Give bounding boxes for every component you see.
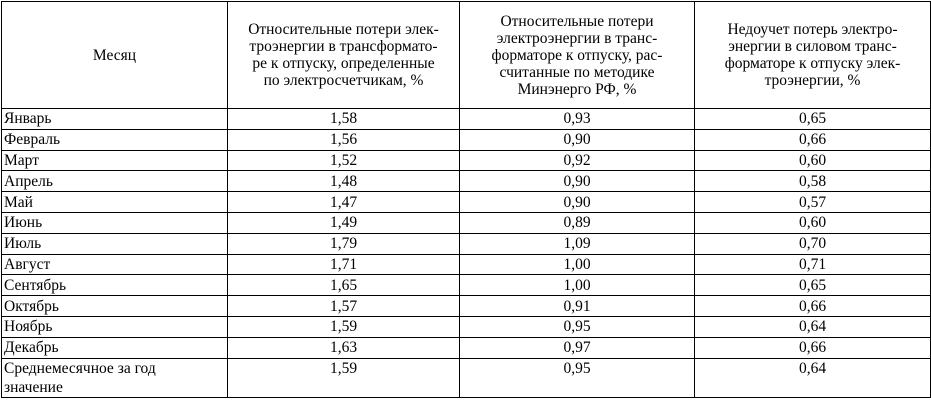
measured-cell: 1,65 xyxy=(228,275,460,296)
calculated-cell: 0,92 xyxy=(460,150,695,171)
month-cell: Июль xyxy=(2,233,228,254)
table-row xyxy=(2,150,931,171)
measured-cell: 1,49 xyxy=(228,212,460,233)
measured-cell: 1,63 xyxy=(228,337,460,358)
calculated-cell: 1,00 xyxy=(460,254,695,275)
measured-cell: 1,79 xyxy=(228,233,460,254)
calculated-cell: 1,00 xyxy=(460,275,695,296)
month-cell: Октябрь xyxy=(2,296,228,317)
table-row xyxy=(2,337,931,358)
header-measured-losses: Относительные потери элек- троэнергии в трансформато- ре к отпуску, определенные по электросчетчикам, % xyxy=(228,2,460,109)
table-row xyxy=(2,316,931,337)
measured-cell: 1,52 xyxy=(228,150,460,171)
loss-table xyxy=(1,1,931,398)
table-row xyxy=(2,275,931,296)
month-cell: Март xyxy=(2,150,228,171)
calculated-cell: 1,09 xyxy=(460,233,695,254)
underaccount-cell: 0,58 xyxy=(695,171,931,192)
month-cell: Июнь xyxy=(2,212,228,233)
measured-cell: 1,58 xyxy=(228,109,460,130)
table-row xyxy=(2,109,931,130)
average-measured: 1,59 xyxy=(228,358,460,397)
month-cell: Декабрь xyxy=(2,337,228,358)
calculated-cell: 0,95 xyxy=(460,316,695,337)
month-cell: Ноябрь xyxy=(2,316,228,337)
header-calculated-losses: Относительные потери электроэнергии в транс- форматоре к отпуску, рас- считанные по методике Минэнерго РФ, % xyxy=(460,2,695,109)
calculated-cell: 0,91 xyxy=(460,296,695,317)
measured-cell: 1,57 xyxy=(228,296,460,317)
header-underaccounted-losses: Недоучет потерь электро- энергии в силовом транс- форматоре к отпуску элек- троэнергии, % xyxy=(695,2,931,109)
month-cell: Январь xyxy=(2,109,228,130)
average-label: Среднемесячное за год значение xyxy=(2,358,228,397)
measured-cell: 1,71 xyxy=(228,254,460,275)
header-month: Месяц xyxy=(2,2,228,109)
table-row xyxy=(2,296,931,317)
calculated-cell: 0,90 xyxy=(460,192,695,213)
underaccount-cell: 0,66 xyxy=(695,296,931,317)
month-cell: Февраль xyxy=(2,129,228,150)
underaccount-cell: 0,57 xyxy=(695,192,931,213)
underaccount-cell: 0,65 xyxy=(695,275,931,296)
month-cell: Апрель xyxy=(2,171,228,192)
underaccount-cell: 0,60 xyxy=(695,150,931,171)
table-row xyxy=(2,212,931,233)
calculated-cell: 0,89 xyxy=(460,212,695,233)
average-underaccount: 0,64 xyxy=(695,358,931,397)
table-row xyxy=(2,192,931,213)
measured-cell: 1,59 xyxy=(228,316,460,337)
table-body xyxy=(2,109,931,398)
average-calculated: 0,95 xyxy=(460,358,695,397)
underaccount-cell: 0,66 xyxy=(695,337,931,358)
table-header xyxy=(2,2,931,109)
calculated-cell: 0,90 xyxy=(460,171,695,192)
underaccount-cell: 0,60 xyxy=(695,212,931,233)
table-row xyxy=(2,171,931,192)
measured-cell: 1,56 xyxy=(228,129,460,150)
table-row xyxy=(2,129,931,150)
calculated-cell: 0,90 xyxy=(460,129,695,150)
measured-cell: 1,48 xyxy=(228,171,460,192)
table-row xyxy=(2,254,931,275)
underaccount-cell: 0,71 xyxy=(695,254,931,275)
average-row xyxy=(2,358,931,397)
header-row xyxy=(2,2,931,109)
measured-cell: 1,47 xyxy=(228,192,460,213)
calculated-cell: 0,97 xyxy=(460,337,695,358)
calculated-cell: 0,93 xyxy=(460,109,695,130)
underaccount-cell: 0,66 xyxy=(695,129,931,150)
table-row xyxy=(2,233,931,254)
underaccount-cell: 0,64 xyxy=(695,316,931,337)
month-cell: Август xyxy=(2,254,228,275)
underaccount-cell: 0,65 xyxy=(695,109,931,130)
month-cell: Сентябрь xyxy=(2,275,228,296)
underaccount-cell: 0,70 xyxy=(695,233,931,254)
month-cell: Май xyxy=(2,192,228,213)
